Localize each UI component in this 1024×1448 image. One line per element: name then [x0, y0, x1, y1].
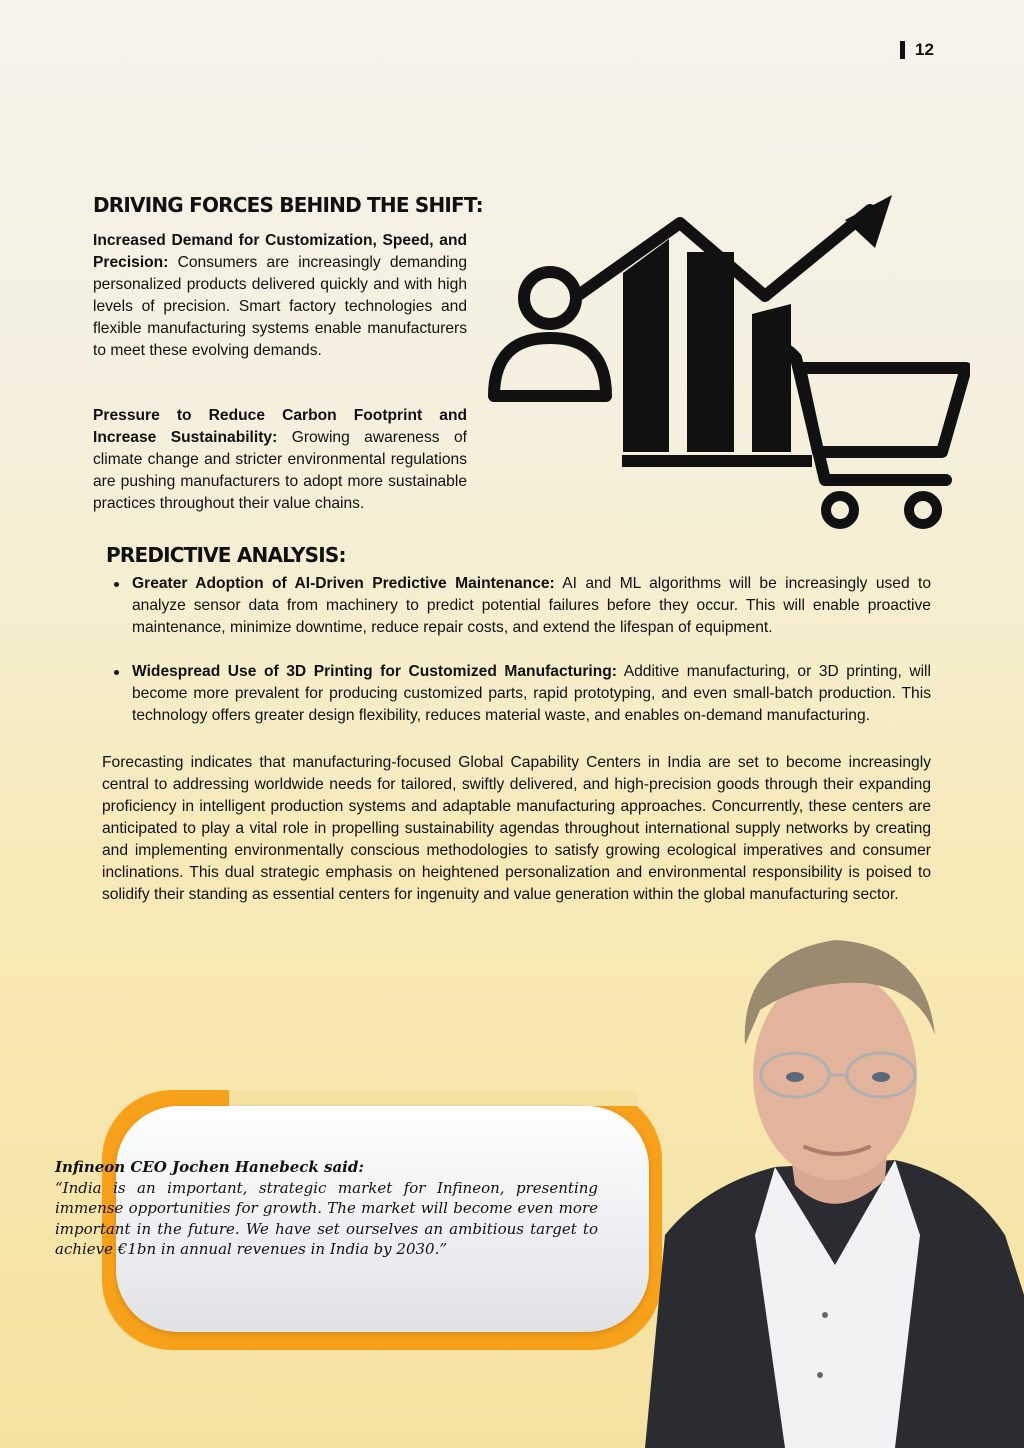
paragraph-customization-title: Increased Demand for Customization, Speed, and Precision:	[93, 232, 467, 271]
forecast-paragraph: Forecasting indicates that manufacturing-focused Global Capability Centers in India are set to become increasingly central to addressing worldwide needs for tailored, swiftly delivered, and high-precision goods through their expanding proficiency in intelligent production systems and adaptable manufacturing approaches. Concurrently, these centers are anticipated to play a vital role in propelling sustainability agendas throughout international supply networks by creating and implementing environmentally conscious methodologies to satisfy growing ecological imperatives and consumer inclinations. This dual strategic emphasis on heightened personalization and environmental responsibility is poised to solidify their standing as essential centers for ingenuity and value generation within the global manufacturing sector.	[102, 754, 931, 903]
paragraph-customization-text: Consumers are increasingly demanding personalized products delivered quickly and with high levels of precision. Smart factory technologies and flexible manufacturing systems enable manufacturers to meet these evolving demands.	[93, 254, 467, 359]
quote-frame-notch	[229, 1090, 637, 1106]
page-number	[900, 40, 934, 60]
quote-text-block	[55, 1157, 598, 1260]
list-item	[108, 573, 931, 639]
page-number-text: 12	[915, 40, 934, 59]
paragraph-sustainability-title: Pressure to Reduce Carbon Footprint and Increase Sustainability:	[93, 407, 467, 446]
portrait-photo	[645, 935, 1024, 1448]
paragraph-sustainability-text: Growing awareness of climate change and stricter environmental regulations are pushing manufacturers to adopt more sustainable practices throughout their value chains.	[93, 429, 467, 512]
customer-growth-chart-cart-icon	[480, 190, 970, 535]
bullet-1-title: Greater Adoption of AI-Driven Predictive Maintenance:	[132, 575, 555, 592]
list-item	[108, 661, 931, 727]
bullet-2-text: Additive manufacturing, or 3D printing, will become more prevalent for producing customized parts, rapid prototyping, and even small-batch production. This technology offers greater design flexibility, reduces material waste, and enables on-demand manufacturing.	[132, 663, 931, 724]
quote-body: “India is an important, strategic market for Infineon, presenting immense opportunities for growth. The market will become even more important in the future. We have set ourselves an ambitious target to achieve €1bn in annual revenues in India by 2030.”	[55, 1178, 598, 1258]
paragraph-customization	[93, 230, 467, 362]
predictive-bullet-list	[108, 573, 931, 749]
section-heading-driving-forces: DRIVING FORCES BEHIND THE SHIFT:	[93, 193, 483, 217]
page-number-marker	[900, 41, 905, 59]
section-heading-predictive-analysis: PREDICTIVE ANALYSIS:	[106, 543, 346, 567]
quote-speaker: Infineon CEO Jochen Hanebeck said:	[55, 1158, 364, 1176]
bullet-2-title: Widespread Use of 3D Printing for Customized Manufacturing:	[132, 663, 618, 680]
paragraph-sustainability	[93, 405, 467, 515]
bullet-1-text: AI and ML algorithms will be increasingly used to analyze sensor data from machinery to predict potential failures before they occur. This will enable proactive maintenance, minimize downtime, reduce repair costs, and extend the lifespan of equipment.	[132, 575, 931, 636]
